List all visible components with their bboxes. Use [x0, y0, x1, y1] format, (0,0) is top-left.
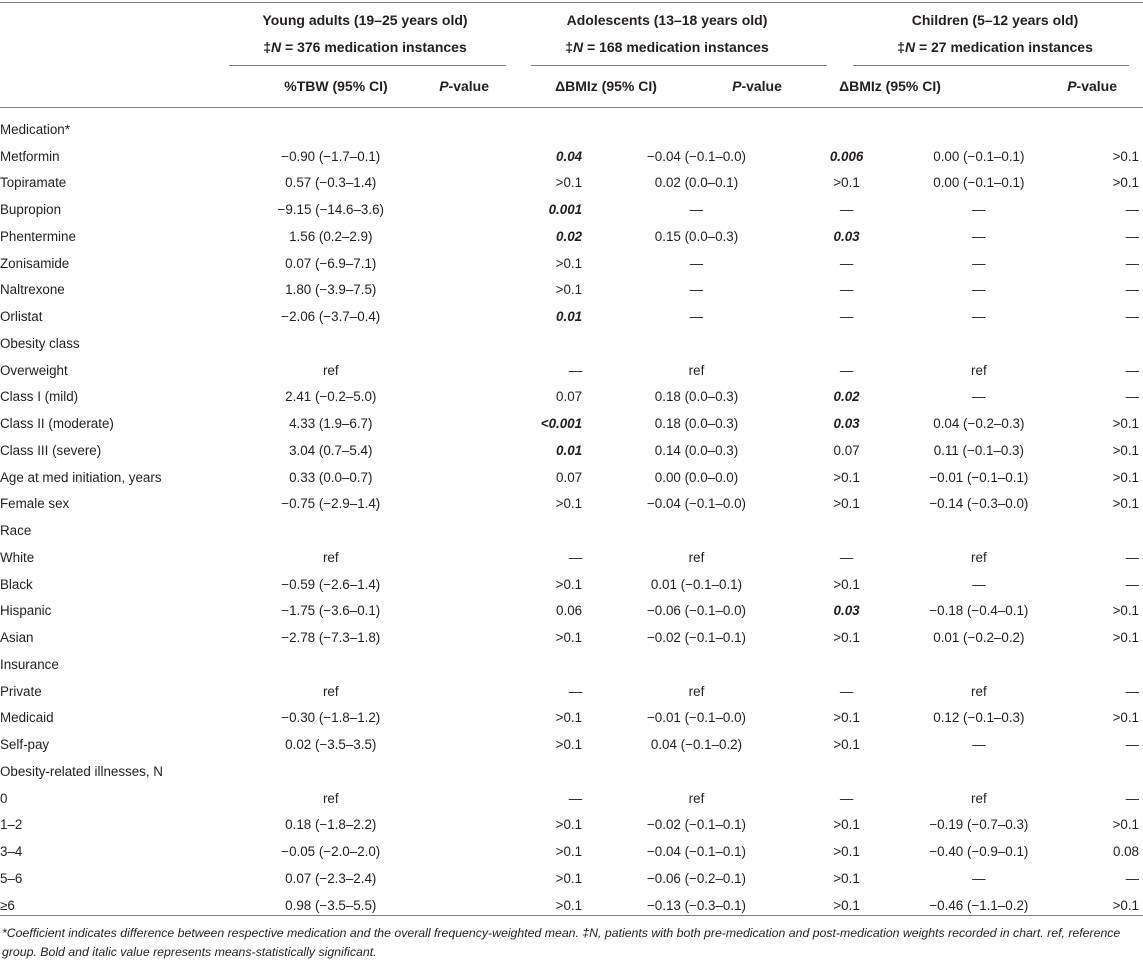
row-label: Age at med initiation, years: [0, 469, 162, 485]
table-row: [0, 170, 1143, 197]
empty-cell: [802, 758, 891, 785]
pvalue-cell: 0.001: [548, 202, 583, 218]
group-title: Adolescents (13–18 years old): [566, 12, 768, 28]
estimate-cell: ref: [322, 683, 339, 699]
estimate-cell: −0.46 (−1.1–0.2): [929, 897, 1029, 913]
estimate-cell: 2.41 (−0.2–5.0): [285, 389, 377, 405]
pvalue-cell: >0.1: [833, 817, 860, 833]
pvalue-cell: —: [839, 282, 854, 298]
estimate-cell: 4.33 (1.9–6.7): [289, 416, 373, 432]
estimate-cell: −0.04 (−0.1–0.0): [646, 148, 746, 164]
empty-cell: [802, 517, 891, 544]
pvalue-cell: >0.1: [833, 897, 860, 913]
pvalue-cell: —: [839, 362, 854, 378]
pvalue-cell: >0.1: [833, 737, 860, 753]
bottom-rule: [0, 915, 1143, 916]
table-row: [0, 678, 1143, 705]
pvalue-cell: —: [1125, 362, 1139, 378]
pvalue-cell: >0.1: [1112, 496, 1139, 512]
pvalue-cell: >0.1: [833, 710, 860, 726]
empty-cell: [802, 116, 891, 143]
pvalue-cell: >0.1: [555, 844, 583, 860]
pvalue-cell: 0.04: [556, 148, 583, 164]
top-rule: [0, 2, 1143, 3]
estimate-cell: —: [972, 389, 986, 405]
estimate-cell: 0.57 (−0.3–1.4): [285, 175, 377, 191]
estimate-cell: —: [972, 255, 986, 271]
estimate-cell: −0.75 (−2.9–1.4): [281, 496, 381, 512]
row-label: Zonisamide: [0, 255, 70, 271]
estimate-cell: 0.02 (0.0–0.1): [654, 175, 739, 191]
estimate-cell: ref: [322, 362, 339, 378]
empty-cell: [218, 651, 443, 678]
estimate-cell: ref: [688, 790, 705, 806]
pvalue-cell: >0.1: [833, 576, 860, 592]
row-label: Metformin: [0, 148, 60, 164]
pvalue-cell: >0.1: [555, 710, 583, 726]
row-label: Class I (mild): [0, 389, 79, 405]
estimate-cell: ref: [971, 362, 987, 378]
row-label: Female sex: [0, 496, 70, 512]
table-row: [0, 277, 1143, 304]
estimate-cell: —: [972, 870, 986, 886]
group-header-children: [850, 7, 1140, 61]
pvalue-cell: >0.1: [833, 496, 860, 512]
row-label: Phentermine: [0, 228, 76, 244]
estimate-cell: 0.15 (0.0–0.3): [654, 228, 739, 244]
pvalue-cell: 0.07: [556, 389, 583, 405]
table-row: [0, 571, 1143, 598]
empty-cell: [591, 116, 802, 143]
pvalue-cell: 0.08: [1112, 844, 1139, 860]
row-label: White: [0, 549, 35, 565]
pvalue-cell: —: [839, 683, 854, 699]
pvalue-cell: >0.1: [1112, 442, 1139, 458]
estimate-cell: —: [972, 202, 986, 218]
pvalue-cell: —: [1125, 282, 1139, 298]
estimate-cell: —: [972, 228, 986, 244]
estimate-cell: −0.01 (−0.1–0.0): [646, 710, 746, 726]
pvalue-cell: —: [1125, 737, 1139, 753]
table-row: [0, 491, 1143, 518]
table-row: [0, 384, 1143, 411]
estimate-cell: 0.07 (−6.9–7.1): [285, 255, 377, 271]
estimate-cell: —: [972, 576, 986, 592]
estimate-cell: −0.59 (−2.6–1.4): [281, 576, 381, 592]
pvalue-cell: —: [839, 309, 854, 325]
pvalue-cell: —: [1125, 228, 1139, 244]
empty-cell: [443, 116, 591, 143]
row-label: Asian: [0, 630, 34, 646]
data-table: [0, 116, 1143, 919]
estimate-cell: 0.00 (−0.1–0.1): [933, 148, 1025, 164]
pvalue-cell: —: [568, 790, 583, 806]
row-label: Self-pay: [0, 737, 50, 753]
estimate-cell: 3.04 (0.7–5.4): [289, 442, 373, 458]
estimate-cell: 0.00 (0.0–0.0): [654, 469, 739, 485]
pvalue-cell: —: [1125, 576, 1139, 592]
pvalue-cell: —: [839, 202, 854, 218]
row-label: Overweight: [0, 362, 68, 378]
group-header-young-adults: [223, 7, 507, 61]
pvalue-cell: >0.1: [833, 870, 860, 886]
pvalue-cell: —: [1125, 389, 1139, 405]
estimate-cell: −2.78 (−7.3–1.8): [281, 630, 381, 646]
estimate-cell: −2.06 (−3.7–0.4): [281, 309, 381, 325]
table-row: [0, 303, 1143, 330]
estimate-cell: −0.05 (−2.0–2.0): [281, 844, 381, 860]
row-label: Topiramate: [0, 175, 67, 191]
group-n: ‡N = 27 medication instances: [897, 39, 1093, 55]
pvalue-cell: —: [839, 790, 854, 806]
pvalue-cell: 0.07: [556, 469, 583, 485]
section-row: [0, 330, 1143, 357]
estimate-cell: −0.02 (−0.1–0.1): [646, 630, 746, 646]
section-row: [0, 517, 1143, 544]
estimate-cell: 0.98 (−3.5–5.5): [285, 897, 377, 913]
empty-cell: [443, 758, 591, 785]
estimate-cell: −1.75 (−3.6–0.1): [281, 603, 381, 619]
empty-cell: [443, 517, 591, 544]
pvalue-cell: —: [1125, 255, 1139, 271]
estimate-cell: −0.40 (−0.9–0.1): [929, 844, 1029, 860]
table-row: [0, 705, 1143, 732]
table-row: [0, 731, 1143, 758]
table-row: [0, 624, 1143, 651]
row-label: Class II (moderate): [0, 416, 114, 432]
pvalue-cell: —: [839, 549, 854, 565]
row-label: Naltrexone: [0, 282, 65, 298]
estimate-cell: 0.12 (−0.1–0.3): [933, 710, 1025, 726]
pvalue-cell: >0.1: [1112, 469, 1139, 485]
estimate-cell: 0.14 (0.0–0.3): [654, 442, 739, 458]
group-header-adolescents: [522, 7, 812, 61]
estimate-cell: ref: [971, 683, 987, 699]
row-label: Bupropion: [0, 202, 62, 218]
pvalue-cell: —: [1125, 309, 1139, 325]
estimate-cell: 0.18 (−1.8–2.2): [285, 817, 377, 833]
table-row: [0, 437, 1143, 464]
pvalue-cell: >0.1: [555, 630, 583, 646]
pvalue-cell: 0.02: [833, 389, 860, 405]
section-label: Obesity class: [0, 335, 80, 351]
estimate-cell: −0.30 (−1.8–1.2): [281, 710, 381, 726]
pvalue-cell: 0.01: [556, 309, 583, 325]
empty-cell: [591, 330, 802, 357]
empty-cell: [891, 116, 1066, 143]
section-label: Race: [0, 523, 32, 539]
empty-cell: [1066, 651, 1143, 678]
pvalue-cell: 0.06: [556, 603, 583, 619]
estimate-cell: ref: [688, 683, 705, 699]
empty-cell: [218, 116, 443, 143]
group-title: Children (5–12 years old): [911, 12, 1079, 28]
estimate-cell: 0.02 (−3.5–3.5): [285, 737, 377, 753]
pvalue-cell: —: [839, 255, 854, 271]
group-n: ‡N = 168 medication instances: [565, 39, 769, 55]
table-row: [0, 223, 1143, 250]
empty-cell: [591, 651, 802, 678]
row-label: 5–6: [0, 870, 23, 886]
estimate-cell: —: [972, 737, 986, 753]
pvalue-cell: >0.1: [1112, 175, 1139, 191]
empty-cell: [1066, 330, 1143, 357]
empty-cell: [802, 651, 891, 678]
table-row: [0, 410, 1143, 437]
group-underline: [229, 65, 506, 66]
pvalue-cell: 0.03: [833, 416, 860, 432]
pvalue-cell: >0.1: [555, 496, 583, 512]
row-label: 3–4: [0, 844, 23, 860]
row-label: Hispanic: [0, 603, 52, 619]
table-row: [0, 464, 1143, 491]
empty-cell: [891, 758, 1066, 785]
table-row: [0, 865, 1143, 892]
estimate-cell: −0.18 (−0.4–0.1): [929, 603, 1029, 619]
pvalue-cell: —: [568, 549, 583, 565]
estimate-cell: —: [689, 309, 704, 325]
estimate-cell: 0.33 (0.0–0.7): [289, 469, 373, 485]
table-row: [0, 196, 1143, 223]
estimate-cell: −0.06 (−0.1–0.0): [646, 603, 746, 619]
empty-cell: [591, 517, 802, 544]
pvalue-cell: >0.1: [1112, 148, 1139, 164]
pvalue-cell: >0.1: [1112, 603, 1139, 619]
estimate-cell: —: [689, 202, 704, 218]
estimate-cell: —: [972, 282, 986, 298]
estimate-cell: −0.14 (−0.3–0.0): [929, 496, 1029, 512]
table-row: [0, 598, 1143, 625]
col-header-tbw: %TBW (95% CI): [284, 78, 388, 94]
estimate-cell: 1.56 (0.2–2.9): [289, 228, 373, 244]
pvalue-cell: >0.1: [555, 282, 583, 298]
estimate-cell: 0.01 (−0.1–0.1): [650, 576, 743, 592]
pvalue-cell: >0.1: [1112, 416, 1139, 432]
estimate-cell: ref: [322, 549, 339, 565]
pvalue-cell: >0.1: [555, 175, 583, 191]
estimate-cell: ref: [688, 549, 705, 565]
estimate-cell: 0.07 (−2.3–2.4): [285, 870, 377, 886]
estimate-cell: −0.01 (−0.1–0.1): [929, 469, 1029, 485]
row-label: Orlistat: [0, 309, 43, 325]
col-header-bmiz-1: ΔBMIz (95% CI): [555, 78, 657, 94]
pvalue-cell: —: [568, 362, 583, 378]
table-row: [0, 357, 1143, 384]
pvalue-cell: >0.1: [555, 576, 583, 592]
pvalue-cell: >0.1: [833, 630, 860, 646]
row-label: Private: [0, 683, 42, 699]
group-underline: [853, 65, 1129, 66]
pvalue-cell: >0.1: [1112, 710, 1139, 726]
estimate-cell: −0.90 (−1.7–0.1): [281, 148, 381, 164]
estimate-cell: —: [972, 309, 986, 325]
table-row: [0, 250, 1143, 277]
pvalue-cell: 0.01: [556, 442, 583, 458]
pvalue-cell: >0.1: [833, 175, 860, 191]
estimate-cell: ref: [971, 790, 987, 806]
footnote: *Coefficient indicates difference between respective medication and the overall frequency-weighted mean. ‡N, patients with both pre-medication and post-medication weights recorded in chart. ref, reference group. Bold and italic value represents means-statistically significant.: [2, 926, 1121, 959]
estimate-cell: 0.01 (−0.2–0.2): [933, 630, 1025, 646]
estimate-cell: 0.04 (−0.2–0.3): [933, 416, 1025, 432]
section-row: [0, 116, 1143, 143]
estimate-cell: ref: [971, 549, 987, 565]
section-row: [0, 651, 1143, 678]
row-label: Class III (severe): [0, 442, 102, 458]
pvalue-cell: 0.07: [833, 442, 860, 458]
table-row: [0, 143, 1143, 170]
col-header-pvalue-3: P-value: [1067, 78, 1117, 94]
group-n: ‡N = 376 medication instances: [263, 39, 467, 55]
section-label: Insurance: [0, 656, 59, 672]
estimate-cell: —: [689, 282, 704, 298]
estimate-cell: 0.18 (0.0–0.3): [654, 389, 739, 405]
estimate-cell: ref: [688, 362, 705, 378]
row-label: 0: [0, 790, 8, 806]
pvalue-cell: >0.1: [555, 817, 583, 833]
empty-cell: [891, 651, 1066, 678]
estimate-cell: −0.02 (−0.1–0.1): [646, 817, 746, 833]
estimate-cell: −0.06 (−0.2–0.1): [646, 870, 746, 886]
pvalue-cell: —: [1125, 683, 1139, 699]
section-row: [0, 758, 1143, 785]
section-label: Medication*: [0, 121, 70, 137]
estimate-cell: 0.00 (−0.1–0.1): [933, 175, 1025, 191]
pvalue-cell: >0.1: [555, 737, 583, 753]
estimate-cell: −0.19 (−0.7–0.3): [929, 817, 1029, 833]
pvalue-cell: —: [568, 683, 583, 699]
pvalue-cell: 0.03: [833, 228, 860, 244]
col-header-pvalue-2: P-value: [732, 78, 782, 94]
empty-cell: [443, 651, 591, 678]
estimate-cell: −9.15 (−14.6–3.6): [277, 202, 384, 218]
empty-cell: [1066, 758, 1143, 785]
row-label: Medicaid: [0, 710, 54, 726]
pvalue-cell: <0.001: [540, 416, 583, 432]
empty-cell: [218, 758, 443, 785]
empty-cell: [218, 517, 443, 544]
empty-cell: [591, 758, 802, 785]
estimate-cell: −0.13 (−0.3–0.1): [646, 897, 746, 913]
table-row: [0, 812, 1143, 839]
estimate-cell: ref: [322, 790, 339, 806]
row-label: 1–2: [0, 817, 23, 833]
estimate-cell: —: [689, 255, 704, 271]
pvalue-cell: 0.03: [833, 603, 860, 619]
header-rule: [0, 107, 1143, 108]
estimate-cell: 0.04 (−0.1–0.2): [650, 737, 743, 753]
group-underline: [531, 65, 827, 66]
table-row: [0, 785, 1143, 812]
pvalue-cell: 0.02: [556, 228, 583, 244]
pvalue-cell: >0.1: [555, 870, 583, 886]
pvalue-cell: >0.1: [833, 469, 860, 485]
pvalue-cell: —: [1125, 202, 1139, 218]
pvalue-cell: >0.1: [1112, 897, 1139, 913]
row-label: ≥6: [0, 897, 15, 913]
pvalue-cell: >0.1: [555, 897, 583, 913]
col-header-pvalue-1: P-value: [439, 78, 489, 94]
empty-cell: [1066, 116, 1143, 143]
empty-cell: [891, 330, 1066, 357]
empty-cell: [802, 330, 891, 357]
row-label: Black: [0, 576, 33, 592]
group-title: Young adults (19–25 years old): [262, 12, 468, 28]
pvalue-cell: 0.006: [829, 148, 864, 164]
pvalue-cell: >0.1: [1112, 630, 1139, 646]
estimate-cell: 0.11 (−0.1–0.3): [933, 442, 1024, 458]
empty-cell: [1066, 517, 1143, 544]
estimate-cell: −0.04 (−0.1–0.0): [646, 496, 746, 512]
pvalue-cell: —: [1125, 790, 1139, 806]
estimate-cell: −0.04 (−0.1–0.1): [646, 844, 746, 860]
estimate-cell: 1.80 (−3.9–7.5): [285, 282, 377, 298]
col-header-bmiz-2: ΔBMIz (95% CI): [839, 78, 941, 94]
pvalue-cell: >0.1: [1112, 817, 1139, 833]
table-row: [0, 838, 1143, 865]
empty-cell: [218, 330, 443, 357]
pvalue-cell: >0.1: [555, 255, 583, 271]
empty-cell: [891, 517, 1066, 544]
pvalue-cell: >0.1: [833, 844, 860, 860]
estimate-cell: 0.18 (0.0–0.3): [654, 416, 739, 432]
table-row: [0, 544, 1143, 571]
pvalue-cell: —: [1125, 870, 1139, 886]
empty-cell: [443, 330, 591, 357]
pvalue-cell: —: [1125, 549, 1139, 565]
section-label: Obesity-related illnesses, N: [0, 763, 163, 779]
